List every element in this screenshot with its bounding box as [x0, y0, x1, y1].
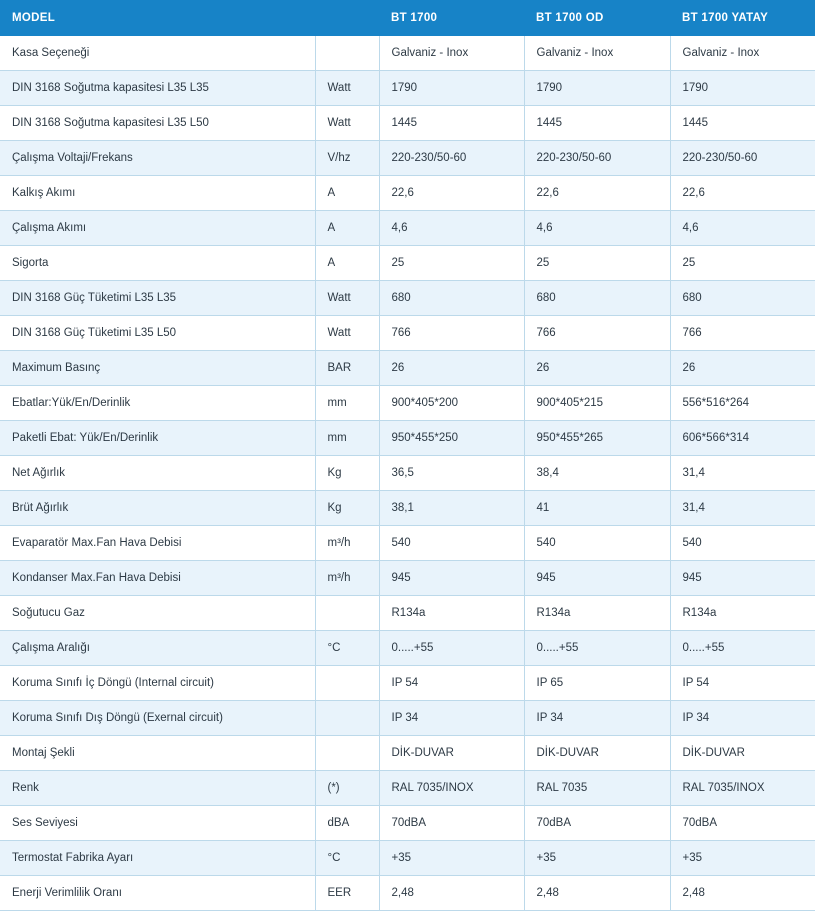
row-unit: A	[315, 176, 379, 211]
table-row	[0, 771, 815, 806]
row-value-bt-1700-yatay: 22,6	[670, 176, 815, 211]
row-value-bt-1700-od: 950*455*265	[524, 421, 670, 456]
row-value-bt-1700: RAL 7035/INOX	[379, 771, 524, 806]
row-label: Evaparatör Max.Fan Hava Debisi	[0, 526, 315, 561]
row-unit: (*)	[315, 771, 379, 806]
table-row	[0, 316, 815, 351]
table-row	[0, 596, 815, 631]
table-row	[0, 526, 815, 561]
table-row	[0, 876, 815, 911]
row-label: Çalışma Voltaji/Frekans	[0, 141, 315, 176]
row-value-bt-1700: 680	[379, 281, 524, 316]
row-unit: Kg	[315, 456, 379, 491]
row-value-bt-1700-yatay: 0.....+55	[670, 631, 815, 666]
row-value-bt-1700: 38,1	[379, 491, 524, 526]
row-value-bt-1700-od: 70dBA	[524, 806, 670, 841]
row-value-bt-1700: 4,6	[379, 211, 524, 246]
row-value-bt-1700-od: 2,48	[524, 876, 670, 911]
table-row	[0, 351, 815, 386]
row-label: Çalışma Aralığı	[0, 631, 315, 666]
row-value-bt-1700: 26	[379, 351, 524, 386]
row-value-bt-1700-od: 220-230/50-60	[524, 141, 670, 176]
row-value-bt-1700-yatay: IP 34	[670, 701, 815, 736]
column-header-bt-1700: BT 1700	[379, 0, 524, 36]
row-value-bt-1700-od: 945	[524, 561, 670, 596]
table-row	[0, 736, 815, 771]
row-label: Kasa Seçeneği	[0, 36, 315, 71]
row-label: Koruma Sınıfı İç Döngü (Internal circuit)	[0, 666, 315, 701]
row-value-bt-1700-od: Galvaniz - Inox	[524, 36, 670, 71]
row-value-bt-1700-od: IP 65	[524, 666, 670, 701]
row-unit: A	[315, 246, 379, 281]
row-label: Ebatlar:Yük/En/Derinlik	[0, 386, 315, 421]
row-value-bt-1700-yatay: 4,6	[670, 211, 815, 246]
table-row	[0, 561, 815, 596]
row-value-bt-1700-yatay: 606*566*314	[670, 421, 815, 456]
column-header-bt-1700-od: BT 1700 OD	[524, 0, 670, 36]
table-header-row	[0, 0, 815, 36]
row-label: Montaj Şekli	[0, 736, 315, 771]
table-row	[0, 841, 815, 876]
table-row	[0, 71, 815, 106]
column-header-bt-1700-yatay: BT 1700 YATAY	[670, 0, 815, 36]
row-value-bt-1700: 766	[379, 316, 524, 351]
row-value-bt-1700-od: 540	[524, 526, 670, 561]
row-value-bt-1700-yatay: 945	[670, 561, 815, 596]
row-value-bt-1700: 220-230/50-60	[379, 141, 524, 176]
row-unit: Watt	[315, 281, 379, 316]
table-row	[0, 456, 815, 491]
row-unit: BAR	[315, 351, 379, 386]
column-header-model: MODEL	[0, 0, 315, 36]
row-value-bt-1700-yatay: 70dBA	[670, 806, 815, 841]
row-unit: mm	[315, 421, 379, 456]
row-value-bt-1700-yatay: IP 54	[670, 666, 815, 701]
row-label: Koruma Sınıfı Dış Döngü (Exernal circuit)	[0, 701, 315, 736]
row-value-bt-1700-yatay: 26	[670, 351, 815, 386]
row-value-bt-1700-od: 25	[524, 246, 670, 281]
table-header	[0, 0, 815, 36]
table-row	[0, 666, 815, 701]
row-value-bt-1700-yatay: 25	[670, 246, 815, 281]
row-label: Maximum Basınç	[0, 351, 315, 386]
row-value-bt-1700: 2,48	[379, 876, 524, 911]
row-value-bt-1700: 945	[379, 561, 524, 596]
row-unit: Watt	[315, 316, 379, 351]
row-label: DIN 3168 Soğutma kapasitesi L35 L50	[0, 106, 315, 141]
table-row	[0, 701, 815, 736]
table-row	[0, 806, 815, 841]
row-value-bt-1700-yatay: R134a	[670, 596, 815, 631]
row-value-bt-1700-od: 1790	[524, 71, 670, 106]
row-value-bt-1700-yatay: +35	[670, 841, 815, 876]
table-row	[0, 281, 815, 316]
table-body	[0, 36, 815, 911]
row-value-bt-1700-yatay: 556*516*264	[670, 386, 815, 421]
row-value-bt-1700: 25	[379, 246, 524, 281]
table-row	[0, 386, 815, 421]
row-value-bt-1700-yatay: 766	[670, 316, 815, 351]
row-value-bt-1700: 22,6	[379, 176, 524, 211]
row-unit: A	[315, 211, 379, 246]
row-value-bt-1700: 540	[379, 526, 524, 561]
row-unit: V/hz	[315, 141, 379, 176]
row-value-bt-1700-yatay: 220-230/50-60	[670, 141, 815, 176]
row-value-bt-1700: R134a	[379, 596, 524, 631]
row-value-bt-1700: 0.....+55	[379, 631, 524, 666]
row-unit	[315, 596, 379, 631]
column-header-unit	[315, 0, 379, 36]
row-unit	[315, 666, 379, 701]
row-value-bt-1700: 36,5	[379, 456, 524, 491]
row-unit: m³/h	[315, 526, 379, 561]
row-value-bt-1700-od: 680	[524, 281, 670, 316]
row-value-bt-1700-yatay: 31,4	[670, 491, 815, 526]
row-value-bt-1700-od: 1445	[524, 106, 670, 141]
row-unit: °C	[315, 841, 379, 876]
row-unit: dBA	[315, 806, 379, 841]
row-label: DIN 3168 Soğutma kapasitesi L35 L35	[0, 71, 315, 106]
row-value-bt-1700: DİK-DUVAR	[379, 736, 524, 771]
row-value-bt-1700: 1445	[379, 106, 524, 141]
row-unit	[315, 701, 379, 736]
row-label: Çalışma Akımı	[0, 211, 315, 246]
row-unit	[315, 736, 379, 771]
row-label: Renk	[0, 771, 315, 806]
row-label: Kalkış Akımı	[0, 176, 315, 211]
row-unit: Watt	[315, 106, 379, 141]
row-label: Enerji Verimlilik Oranı	[0, 876, 315, 911]
table-row	[0, 421, 815, 456]
row-value-bt-1700-od: 38,4	[524, 456, 670, 491]
row-label: Soğutucu Gaz	[0, 596, 315, 631]
row-value-bt-1700: 70dBA	[379, 806, 524, 841]
row-unit: Kg	[315, 491, 379, 526]
row-unit: °C	[315, 631, 379, 666]
row-value-bt-1700: 1790	[379, 71, 524, 106]
row-unit: mm	[315, 386, 379, 421]
row-value-bt-1700-yatay: 1790	[670, 71, 815, 106]
row-value-bt-1700-od: +35	[524, 841, 670, 876]
table-row	[0, 246, 815, 281]
row-value-bt-1700-od: 4,6	[524, 211, 670, 246]
row-label: Net Ağırlık	[0, 456, 315, 491]
row-label: DIN 3168 Güç Tüketimi L35 L35	[0, 281, 315, 316]
row-value-bt-1700-yatay: 540	[670, 526, 815, 561]
row-label: Termostat Fabrika Ayarı	[0, 841, 315, 876]
table-row	[0, 36, 815, 71]
row-value-bt-1700: Galvaniz - Inox	[379, 36, 524, 71]
row-value-bt-1700-od: RAL 7035	[524, 771, 670, 806]
table-row	[0, 631, 815, 666]
row-label: Ses Seviyesi	[0, 806, 315, 841]
row-value-bt-1700-yatay: DİK-DUVAR	[670, 736, 815, 771]
row-label: Paketli Ebat: Yük/En/Derinlik	[0, 421, 315, 456]
table-row	[0, 491, 815, 526]
row-value-bt-1700-od: 766	[524, 316, 670, 351]
row-value-bt-1700-od: DİK-DUVAR	[524, 736, 670, 771]
row-value-bt-1700: IP 54	[379, 666, 524, 701]
row-value-bt-1700-yatay: Galvaniz - Inox	[670, 36, 815, 71]
row-value-bt-1700-od: 0.....+55	[524, 631, 670, 666]
row-value-bt-1700: 900*405*200	[379, 386, 524, 421]
row-unit: m³/h	[315, 561, 379, 596]
row-value-bt-1700-od: 22,6	[524, 176, 670, 211]
row-label: DIN 3168 Güç Tüketimi L35 L50	[0, 316, 315, 351]
row-value-bt-1700: IP 34	[379, 701, 524, 736]
table-row	[0, 141, 815, 176]
row-unit: Watt	[315, 71, 379, 106]
table-row	[0, 106, 815, 141]
row-value-bt-1700-yatay: 680	[670, 281, 815, 316]
row-value-bt-1700-yatay: RAL 7035/INOX	[670, 771, 815, 806]
row-value-bt-1700-yatay: 2,48	[670, 876, 815, 911]
row-label: Sigorta	[0, 246, 315, 281]
row-value-bt-1700-od: 41	[524, 491, 670, 526]
row-value-bt-1700-od: 900*405*215	[524, 386, 670, 421]
row-unit	[315, 36, 379, 71]
row-value-bt-1700: +35	[379, 841, 524, 876]
row-value-bt-1700-od: IP 34	[524, 701, 670, 736]
row-unit: EER	[315, 876, 379, 911]
table-row	[0, 211, 815, 246]
table-row	[0, 176, 815, 211]
row-value-bt-1700-yatay: 1445	[670, 106, 815, 141]
row-value-bt-1700-od: 26	[524, 351, 670, 386]
row-label: Brüt Ağırlık	[0, 491, 315, 526]
row-value-bt-1700-od: R134a	[524, 596, 670, 631]
row-label: Kondanser Max.Fan Hava Debisi	[0, 561, 315, 596]
row-value-bt-1700: 950*455*250	[379, 421, 524, 456]
row-value-bt-1700-yatay: 31,4	[670, 456, 815, 491]
